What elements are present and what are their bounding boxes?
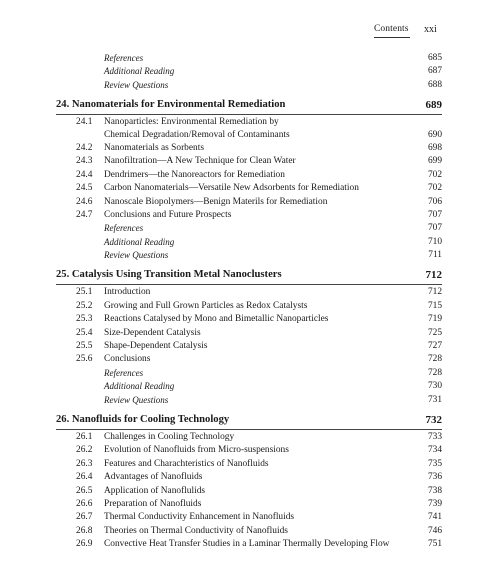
toc-entry-title: Thermal Conductivity Enhancement in Nanofluids xyxy=(104,512,295,523)
toc-section-number: 24.7 xyxy=(76,209,93,220)
toc-entry-page: 706 xyxy=(427,196,442,207)
toc-section-entry[interactable] xyxy=(0,300,486,313)
toc-section-number: 25.3 xyxy=(76,314,93,325)
toc-reference-entry[interactable] xyxy=(0,65,486,78)
toc-entry-page: 734 xyxy=(427,445,442,456)
chapter-page: 689 xyxy=(425,99,442,112)
toc-section-number: 25.4 xyxy=(76,327,93,338)
toc-entry-title: Additional Reading xyxy=(104,381,175,392)
toc-section-entry[interactable] xyxy=(0,471,486,484)
toc-entry-page: 735 xyxy=(427,458,442,469)
toc-entry-page: 728 xyxy=(427,367,442,378)
toc-reference-entry[interactable] xyxy=(0,394,486,407)
toc-section-entry[interactable] xyxy=(0,182,486,195)
toc-section-number: 24.3 xyxy=(76,156,93,167)
running-header-title: Contents xyxy=(374,24,409,34)
toc-entry-title: Review Questions xyxy=(104,250,169,261)
toc-entry-title: Introduction xyxy=(104,287,151,298)
toc-entry-page: 719 xyxy=(427,314,442,325)
toc-entry-page: 699 xyxy=(427,156,442,167)
toc-section-number: 24.1 xyxy=(76,117,93,128)
toc-chapter-heading[interactable] xyxy=(0,97,486,113)
toc-section-number: 24.6 xyxy=(76,196,93,207)
toc-section-entry[interactable] xyxy=(0,340,486,353)
toc-section-entry[interactable] xyxy=(0,196,486,209)
toc-reference-entry[interactable] xyxy=(0,222,486,235)
toc-section-entry[interactable] xyxy=(0,458,486,471)
chapter-title: 25. Catalysis Using Transition Metal Nanoclusters xyxy=(56,269,282,281)
toc-section-number: 26.8 xyxy=(76,525,93,536)
toc-entry-title: Theories on Thermal Conductivity of Nanofluids xyxy=(104,525,288,536)
toc-section-entry[interactable] xyxy=(0,209,486,222)
toc-section-number: 25.6 xyxy=(76,354,93,365)
toc-section-entry-continued[interactable] xyxy=(0,129,486,142)
toc-entry-title: Chemical Degradation/Removal of Contaminants xyxy=(104,129,290,140)
toc-entry-page: 710 xyxy=(427,236,442,247)
chapter-page: 712 xyxy=(425,269,442,282)
toc-section-number: 26.2 xyxy=(76,445,93,456)
toc-entry-page: 746 xyxy=(427,525,442,536)
toc-chapter-heading[interactable] xyxy=(0,267,486,283)
chapter-page: 732 xyxy=(425,413,442,426)
toc-section-entry[interactable] xyxy=(0,485,486,498)
toc-entry-page: 733 xyxy=(427,431,442,442)
toc-section-number: 25.2 xyxy=(76,300,93,311)
toc-reference-entry[interactable] xyxy=(0,249,486,262)
toc-entry-title: Nanomaterials as Sorbents xyxy=(104,142,204,153)
toc-entry-title: References xyxy=(104,223,144,234)
toc-entry-title: Growing and Full Grown Particles as Redox Catalysts xyxy=(104,300,308,311)
toc-section-entry[interactable] xyxy=(0,538,486,551)
toc-entry-page: 702 xyxy=(427,183,442,194)
toc-section-number: 24.2 xyxy=(76,142,93,153)
toc-entry-page: 688 xyxy=(427,79,442,90)
toc-entry-title: Additional Reading xyxy=(104,66,175,77)
chapter-rule xyxy=(56,429,442,430)
toc-section-number: 25.1 xyxy=(76,287,93,298)
toc-entry-title: Size-Dependent Catalysis xyxy=(104,327,201,338)
toc-entry-title: Nanoparticles: Environmental Remediation by xyxy=(104,117,279,128)
toc-entry-title: Additional Reading xyxy=(104,236,175,247)
toc-entry-title: Preparation of Nanofluids xyxy=(104,498,202,509)
toc-reference-entry[interactable] xyxy=(0,52,486,65)
toc-entry-title: Evolution of Nanofluids from Micro-suspensions xyxy=(104,445,289,456)
toc-entry-page: 715 xyxy=(427,300,442,311)
toc-section-entry[interactable] xyxy=(0,313,486,326)
toc-entry-page: 751 xyxy=(427,539,442,550)
toc-entry-page: 727 xyxy=(427,341,442,352)
toc-entry-page: 738 xyxy=(427,485,442,496)
toc-entry-title: Review Questions xyxy=(104,79,169,90)
toc-entry-title: Nanofiltration—A New Technique for Clean Water xyxy=(104,156,296,167)
toc-section-number: 26.6 xyxy=(76,498,93,509)
toc-entry-page: 739 xyxy=(427,498,442,509)
toc-entry-title: Carbon Nanomaterials—Versatile New Adsorbents for Remediation xyxy=(104,183,359,194)
chapter-title: 24. Nanomaterials for Environmental Remediation xyxy=(56,99,286,111)
toc-entry-page: 712 xyxy=(427,287,442,298)
toc-entry-page: 736 xyxy=(427,472,442,483)
toc-entry-page: 698 xyxy=(427,142,442,153)
toc-section-number: 25.5 xyxy=(76,341,93,352)
chapter-rule xyxy=(56,284,442,285)
toc-entry-title: Shape-Dependent Catalysis xyxy=(104,341,208,352)
toc-chapter-heading[interactable] xyxy=(0,412,486,428)
toc-entry-title: Dendrimers—the Nanoreactors for Remediation xyxy=(104,169,285,180)
toc-reference-entry[interactable] xyxy=(0,380,486,393)
toc-entry-page: 711 xyxy=(428,250,442,261)
toc-section-number: 24.5 xyxy=(76,183,93,194)
toc-entry-title: Challenges in Cooling Technology xyxy=(104,431,235,442)
toc-entry-title: Conclusions and Future Prospects xyxy=(104,209,232,220)
toc-section-number: 26.1 xyxy=(76,431,93,442)
chapter-rule xyxy=(56,114,442,115)
toc-entry-title: Features and Charachteristics of Nanofluids xyxy=(104,458,269,469)
toc-entry-title: Review Questions xyxy=(104,394,169,405)
toc-entry-page: 707 xyxy=(427,209,442,220)
toc-entry-title: Reactions Catalysed by Mono and Bimetallic Nanoparticles xyxy=(104,314,329,325)
toc-entry-page: 725 xyxy=(427,327,442,338)
toc-entry-title: Convective Heat Transfer Studies in a Laminar Thermally Developing Flow xyxy=(104,539,390,550)
running-header xyxy=(0,22,486,40)
toc-entry-page: 702 xyxy=(427,169,442,180)
toc-entry-page: 728 xyxy=(427,354,442,365)
toc-entry-title: Application of Nanoflulids xyxy=(104,485,206,496)
toc-entry-page: 690 xyxy=(427,129,442,140)
toc-section-entry[interactable] xyxy=(0,498,486,511)
toc-entry-page: 730 xyxy=(427,381,442,392)
toc-section-number: 26.9 xyxy=(76,539,93,550)
toc-reference-entry[interactable] xyxy=(0,236,486,249)
running-header-page-number: xxi xyxy=(424,24,437,35)
toc-section-entry[interactable] xyxy=(0,525,486,538)
table-of-contents xyxy=(0,52,486,552)
running-header-rule xyxy=(374,37,410,38)
toc-section-number: 26.7 xyxy=(76,512,93,523)
toc-section-entry[interactable] xyxy=(0,444,486,457)
toc-entry-page: 741 xyxy=(427,512,442,523)
toc-section-entry[interactable] xyxy=(0,286,486,299)
toc-section-entry[interactable] xyxy=(0,353,486,366)
toc-section-number: 24.4 xyxy=(76,169,93,180)
toc-reference-entry[interactable] xyxy=(0,79,486,92)
toc-section-number: 26.4 xyxy=(76,472,93,483)
toc-entry-page: 687 xyxy=(427,66,442,77)
toc-section-entry[interactable] xyxy=(0,511,486,524)
toc-entry-page: 685 xyxy=(427,53,442,63)
toc-section-entry[interactable] xyxy=(0,142,486,155)
toc-entry-page: 707 xyxy=(427,223,442,234)
toc-entry-page: 731 xyxy=(427,394,442,405)
toc-entry-title: Advantages of Nanofluids xyxy=(104,472,203,483)
toc-section-number: 26.5 xyxy=(76,485,93,496)
toc-section-entry[interactable] xyxy=(0,116,486,129)
toc-entry-title: References xyxy=(104,53,144,63)
toc-entry-title: References xyxy=(104,367,144,378)
toc-section-entry[interactable] xyxy=(0,169,486,182)
toc-section-number: 26.3 xyxy=(76,458,93,469)
chapter-title: 26. Nanofluids for Cooling Technology xyxy=(56,413,230,425)
toc-section-entry[interactable] xyxy=(0,327,486,340)
toc-section-entry[interactable] xyxy=(0,431,486,444)
toc-entry-title: Nanoscale Biopolymers—Benign Materils for Remediation xyxy=(104,196,328,207)
toc-entry-title: Conclusions xyxy=(104,354,151,365)
toc-section-entry[interactable] xyxy=(0,155,486,168)
toc-reference-entry[interactable] xyxy=(0,367,486,380)
